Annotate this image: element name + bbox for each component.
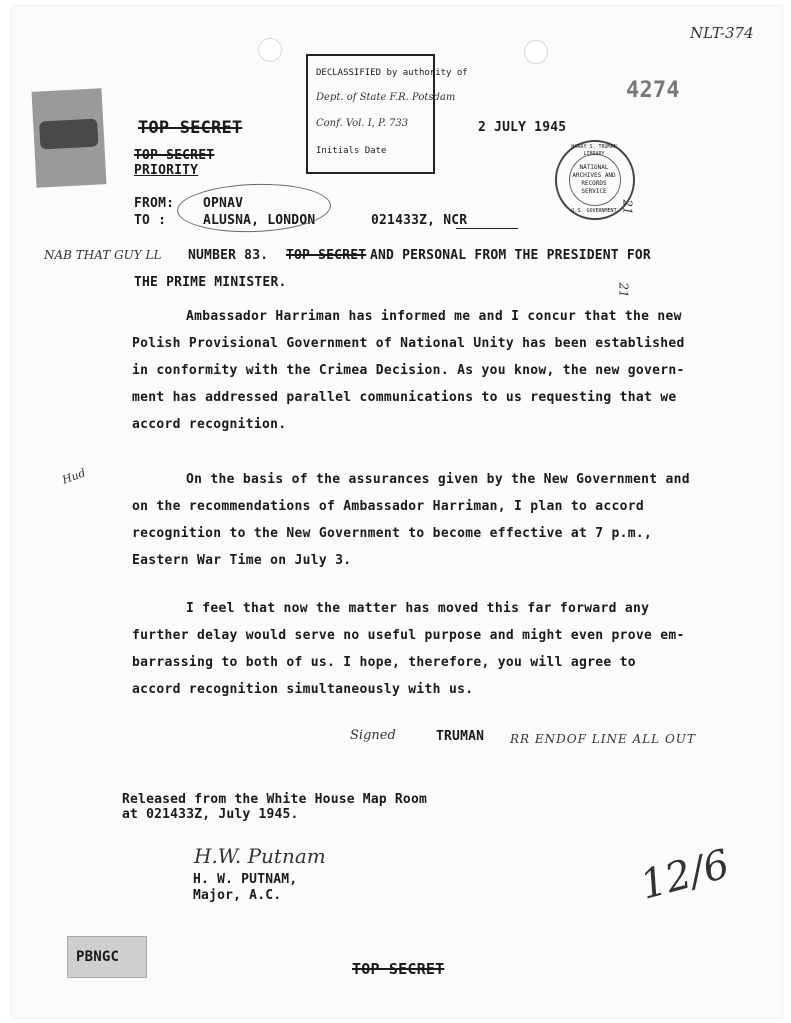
signer-rank: Major, A.C. xyxy=(193,888,282,903)
paragraph-line: on the recommendations of Ambassador Harriman, I plan to accord xyxy=(132,499,644,514)
signed-note: Signed xyxy=(350,728,396,743)
paragraph-line: Eastern War Time on July 3. xyxy=(132,553,352,568)
side-number: 21 xyxy=(616,282,631,298)
declassified-stamp xyxy=(306,54,468,174)
seal-text: NATIONAL xyxy=(579,164,609,171)
stamp-line: Dept. of State F.R. Potsdam xyxy=(316,92,456,103)
margin-note: NAB THAT GUY LL xyxy=(44,248,162,262)
classification-header: TOP SECRET xyxy=(138,118,243,138)
paragraph-line: in conformity with the Crimea Decision. As you know, the new govern- xyxy=(132,363,685,378)
punch-hole xyxy=(258,38,282,62)
punch-hole xyxy=(524,40,548,64)
dtg-underline xyxy=(456,228,518,229)
paragraph-line: Ambassador Harriman has informed me and I concur that the new xyxy=(186,309,682,324)
seal-text: RECORDS xyxy=(581,180,607,187)
handwritten-number: 12/6 xyxy=(635,841,735,909)
paragraph-line: I feel that now the matter has moved this far forward any xyxy=(186,601,650,616)
end-note: RR ENDOF LINE ALL OUT xyxy=(510,732,696,746)
release-line: Released from the White House Map Room xyxy=(122,792,428,807)
stamp-line: Conf. Vol. I, P. 733 xyxy=(316,118,409,129)
stamp-line: DECLASSIFIED by authority of xyxy=(316,68,468,78)
signature-name: TRUMAN xyxy=(436,729,485,744)
to-value: ALUSNA, LONDON xyxy=(203,213,316,228)
stamp-line: Initials Date xyxy=(316,146,387,156)
from-label: FROM: xyxy=(134,196,175,211)
date-time-group: 021433Z, NCR xyxy=(371,213,468,228)
archive-label xyxy=(67,936,147,978)
paragraph-line: Polish Provisional Government of National Unity has been established xyxy=(132,336,685,351)
tape-mark xyxy=(32,88,107,188)
seal-text: SERVICE xyxy=(581,188,607,195)
control-number: NLT-374 xyxy=(690,24,754,42)
paragraph-line: further delay would serve no useful purpose and might even prove em- xyxy=(132,628,685,643)
message-addressee: AND PERSONAL FROM THE PRESIDENT FOR xyxy=(370,248,651,263)
classification-footer: TOP SECRET xyxy=(352,960,445,978)
archive-label-text: PBNGC xyxy=(76,949,120,965)
message-classification: TOP SECRET xyxy=(286,248,367,263)
release-line: at 021433Z, July 1945. xyxy=(122,807,299,822)
paragraph-line: On the basis of the assurances given by the New Government and xyxy=(186,472,690,487)
document-date: 2 JULY 1945 xyxy=(478,120,567,135)
margin-mark: Hud xyxy=(60,466,88,487)
signer-name: H. W. PUTNAM, xyxy=(193,872,298,887)
priority-label: PRIORITY xyxy=(134,163,199,178)
message-addressee-cont: THE PRIME MINISTER. xyxy=(134,275,287,290)
side-number: 21 xyxy=(620,199,635,215)
handwritten-signature: H.W. Putnam xyxy=(194,844,326,868)
document-number: 4274 xyxy=(626,78,680,103)
seal-text: HARRY S. TRUMAN LIBRARY xyxy=(571,144,617,157)
paragraph-line: barrassing to both of us. I hope, therefore, you will agree to xyxy=(132,655,636,670)
seal-text: U.S. GOVERNMENT xyxy=(571,208,617,214)
paragraph-line: ment has addressed parallel communications to us requesting that we xyxy=(132,390,677,405)
seal-text: ARCHIVES AND xyxy=(572,172,616,179)
from-value: OPNAV xyxy=(203,196,244,211)
paragraph-line: accord recognition. xyxy=(132,417,287,432)
message-number: NUMBER 83. xyxy=(188,248,269,263)
paragraph-line: accord recognition simultaneously with us. xyxy=(132,682,474,697)
paragraph-line: recognition to the New Government to become effective at 7 p.m., xyxy=(132,526,653,541)
to-label: TO : xyxy=(134,213,167,228)
classification-subheader: TOP SECRET xyxy=(134,148,215,163)
